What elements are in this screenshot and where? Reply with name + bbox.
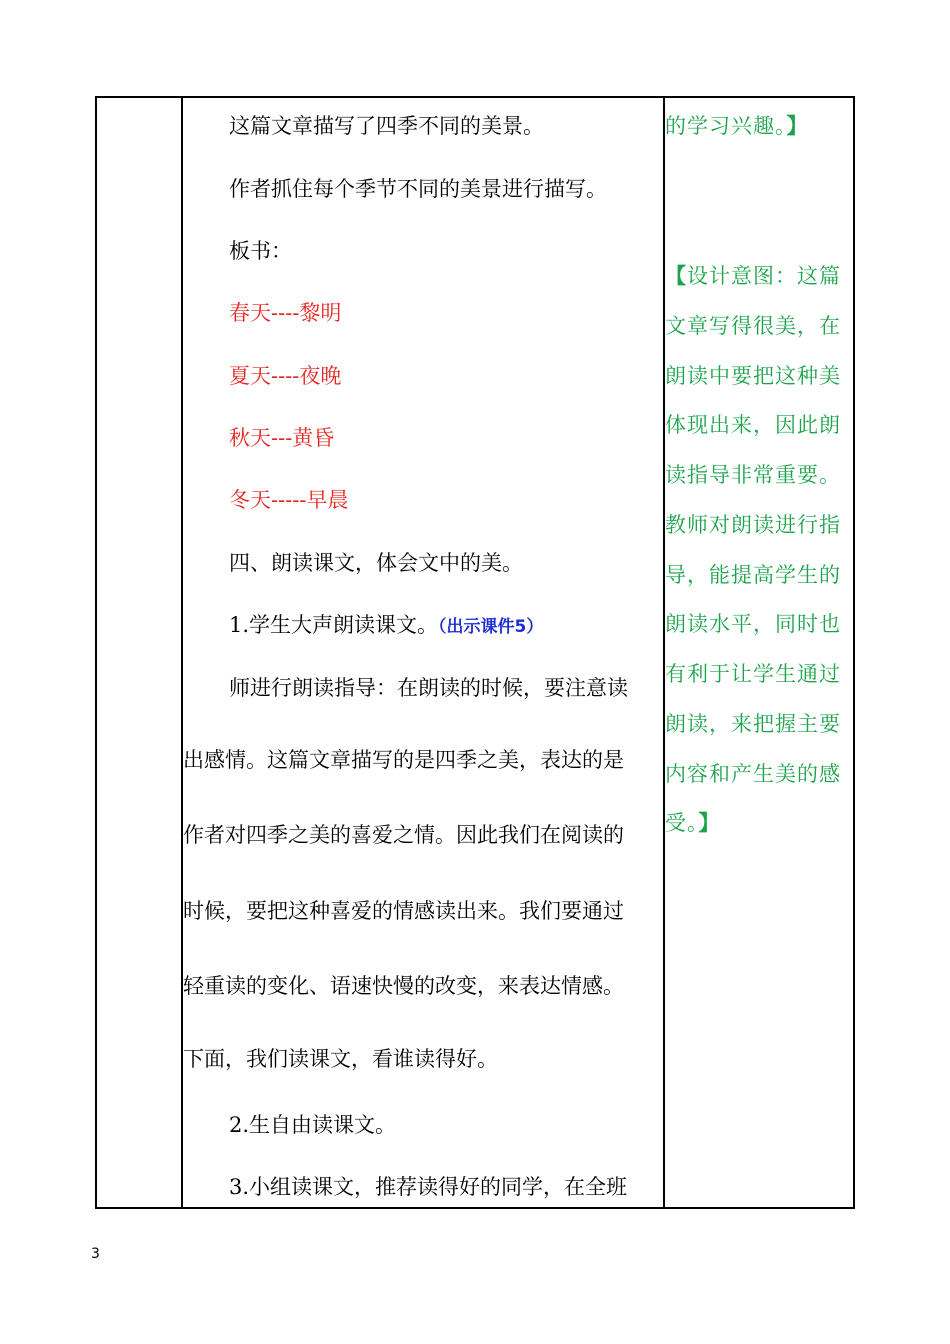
board-line: 夏天----夜晚 <box>229 364 342 388</box>
note-line: 朗读中要把这种美 <box>665 364 841 388</box>
text-span: 1.学生大声朗读课文。 <box>229 613 439 637</box>
text-line: 出感情。这篇文章描写的是四季之美，表达的是 <box>183 748 624 772</box>
courseware-note: （出示课件5） <box>438 617 544 637</box>
text-line: 3.小组读课文，推荐读得好的同学，在全班 <box>229 1175 628 1199</box>
text-line <box>229 611 543 641</box>
text-line: 下面，我们读课文，看谁读得好。 <box>183 1047 498 1071</box>
note-line <box>665 112 809 140</box>
board-line: 冬天-----早晨 <box>229 488 349 512</box>
note-line: 内容和产生美的感 <box>665 762 841 786</box>
text-line: 师进行朗读指导：在朗读的时候，要注意读 <box>229 676 628 700</box>
text-line: 时候，要把这种喜爱的情感读出来。我们要通过 <box>183 899 624 923</box>
note-line: 文章写得很美，在 <box>665 314 841 338</box>
text-line: 作者对四季之美的喜爱之情。因此我们在阅读的 <box>183 823 624 847</box>
note-line <box>665 262 841 290</box>
design-intent-column <box>665 98 855 1207</box>
board-line: 秋天---黄昏 <box>229 426 335 450</box>
text-line: 轻重读的变化、语速快慢的改变，来表达情感。 <box>183 974 624 998</box>
note-span: 设计意图：这篇 <box>687 264 841 288</box>
note-line: 体现出来，因此朗 <box>665 413 841 437</box>
page-number: 3 <box>91 1246 100 1262</box>
board-line: 春天----黎明 <box>229 301 342 325</box>
text-line: 作者抓住每个季节不同的美景进行描写。 <box>229 177 607 201</box>
procedure-column <box>183 98 663 1207</box>
bracket-close: 】 <box>698 810 721 835</box>
note-span: 受。 <box>665 811 699 835</box>
text-line: 这篇文章描写了四季不同的美景。 <box>229 114 544 138</box>
note-line: 导，能提高学生的 <box>665 563 841 587</box>
note-span: 的学习兴趣。 <box>665 114 787 138</box>
section-heading: 四、朗读课文，体会文中的美。 <box>229 551 523 575</box>
text-line: 板书： <box>229 239 292 263</box>
note-line <box>665 809 721 837</box>
empty-column <box>97 98 181 1207</box>
text-line: 2.生自由读课文。 <box>229 1113 397 1137</box>
bracket-open: 【 <box>665 263 687 288</box>
note-line: 有利于让学生通过 <box>665 662 841 686</box>
note-line: 读指导非常重要。 <box>665 463 841 487</box>
lesson-table <box>95 96 855 1209</box>
note-line: 朗读，来把握主要 <box>665 712 841 736</box>
bracket-close: 】 <box>786 113 809 138</box>
note-line: 朗读水平，同时也 <box>665 612 841 636</box>
note-line: 教师对朗读进行指 <box>665 513 841 537</box>
